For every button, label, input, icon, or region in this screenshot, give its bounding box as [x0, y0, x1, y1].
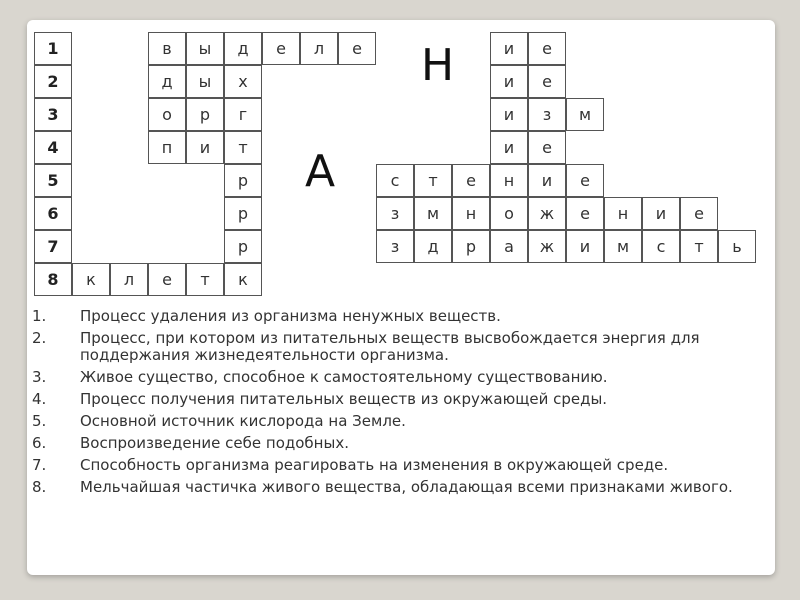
crossword-cell: к	[72, 263, 110, 296]
crossword-cell: л	[300, 32, 338, 65]
crossword-cell: з	[376, 197, 414, 230]
crossword-cell: ж	[528, 230, 566, 263]
crossword-cell: м	[604, 230, 642, 263]
crossword-cell: с	[642, 230, 680, 263]
crossword-cell: и	[490, 131, 528, 164]
clue-item	[32, 330, 752, 364]
crossword-cell: п	[148, 131, 186, 164]
crossword-cell: и	[490, 65, 528, 98]
crossword-cell: г	[224, 98, 262, 131]
crossword-cell: е	[338, 32, 376, 65]
crossword-cell: ы	[186, 32, 224, 65]
clue-text: Процесс, при котором из питательных веществ высвобождается энергия для поддержания жизнедеятельности организма.	[80, 329, 700, 364]
crossword-cell: е	[566, 164, 604, 197]
row-number: 7	[34, 230, 72, 263]
row-number: 6	[34, 197, 72, 230]
crossword-cell: з	[376, 230, 414, 263]
clue-number: 7.	[32, 456, 47, 474]
row-number: 4	[34, 131, 72, 164]
row-number: 2	[34, 65, 72, 98]
clue-number: 8.	[32, 478, 47, 496]
crossword-cell: и	[490, 32, 528, 65]
crossword-cell: е	[148, 263, 186, 296]
crossword-cell: т	[680, 230, 718, 263]
clue-number: 6.	[32, 434, 47, 452]
clue-text: Живое существо, способное к самостоятельному существованию.	[80, 368, 608, 386]
row-number: 8	[34, 263, 72, 296]
crossword-cell: р	[224, 230, 262, 263]
crossword-cell: р	[452, 230, 490, 263]
crossword-cell: о	[148, 98, 186, 131]
clue-number: 2.	[32, 329, 47, 347]
big-letter-a: А	[305, 146, 336, 197]
crossword-cell: и	[186, 131, 224, 164]
crossword-cell: и	[642, 197, 680, 230]
crossword-cell: н	[452, 197, 490, 230]
clue-item	[32, 479, 752, 496]
clue-text: Мельчайшая частичка живого вещества, обладающая всеми признаками живого.	[80, 478, 733, 496]
clue-text: Основной источник кислорода на Земле.	[80, 412, 406, 430]
crossword-cell: т	[186, 263, 224, 296]
clue-number: 3.	[32, 368, 47, 386]
clue-text: Способность организма реагировать на изменения в окружающей среде.	[80, 456, 669, 474]
crossword-cell: д	[414, 230, 452, 263]
crossword-cell: д	[224, 32, 262, 65]
big-letter-n: Н	[421, 40, 455, 91]
crossword-cell: м	[566, 98, 604, 131]
clue-item	[32, 457, 752, 474]
crossword-cell: т	[224, 131, 262, 164]
crossword-cell: м	[414, 197, 452, 230]
clue-text: Воспроизведение себе подобных.	[80, 434, 349, 452]
crossword-cell: р	[224, 197, 262, 230]
clue-item	[32, 369, 752, 386]
crossword-cell: е	[262, 32, 300, 65]
clue-text: Процесс удаления из организма ненужных веществ.	[80, 307, 501, 325]
crossword-cell: е	[680, 197, 718, 230]
crossword-cell: ь	[718, 230, 756, 263]
crossword-cell: е	[452, 164, 490, 197]
clue-item	[32, 308, 752, 325]
row-number: 3	[34, 98, 72, 131]
crossword-cell: з	[528, 98, 566, 131]
crossword-cell: и	[566, 230, 604, 263]
clue-item	[32, 391, 752, 408]
crossword-cell: н	[604, 197, 642, 230]
crossword-cell: е	[528, 32, 566, 65]
clue-text: Процесс получения питательных веществ из окружающей среды.	[80, 390, 608, 408]
clue-item	[32, 413, 752, 430]
clue-number: 4.	[32, 390, 47, 408]
crossword-cell: л	[110, 263, 148, 296]
crossword-cell: д	[148, 65, 186, 98]
crossword-cell: с	[376, 164, 414, 197]
crossword-cell: и	[490, 98, 528, 131]
crossword-cell: х	[224, 65, 262, 98]
crossword-cell: и	[528, 164, 566, 197]
crossword-cell: т	[414, 164, 452, 197]
clue-item	[32, 435, 752, 452]
crossword-cell: н	[490, 164, 528, 197]
clue-list	[32, 308, 752, 501]
crossword-cell: е	[528, 131, 566, 164]
clue-number: 1.	[32, 307, 47, 325]
row-number: 1	[34, 32, 72, 65]
crossword-cell: в	[148, 32, 186, 65]
crossword-cell: е	[528, 65, 566, 98]
crossword-cell: р	[224, 164, 262, 197]
crossword-cell: о	[490, 197, 528, 230]
crossword-cell: е	[566, 197, 604, 230]
crossword-cell: р	[186, 98, 224, 131]
row-number: 5	[34, 164, 72, 197]
crossword-cell: ж	[528, 197, 566, 230]
crossword-cell: а	[490, 230, 528, 263]
clue-number: 5.	[32, 412, 47, 430]
crossword-cell: ы	[186, 65, 224, 98]
crossword-cell: к	[224, 263, 262, 296]
